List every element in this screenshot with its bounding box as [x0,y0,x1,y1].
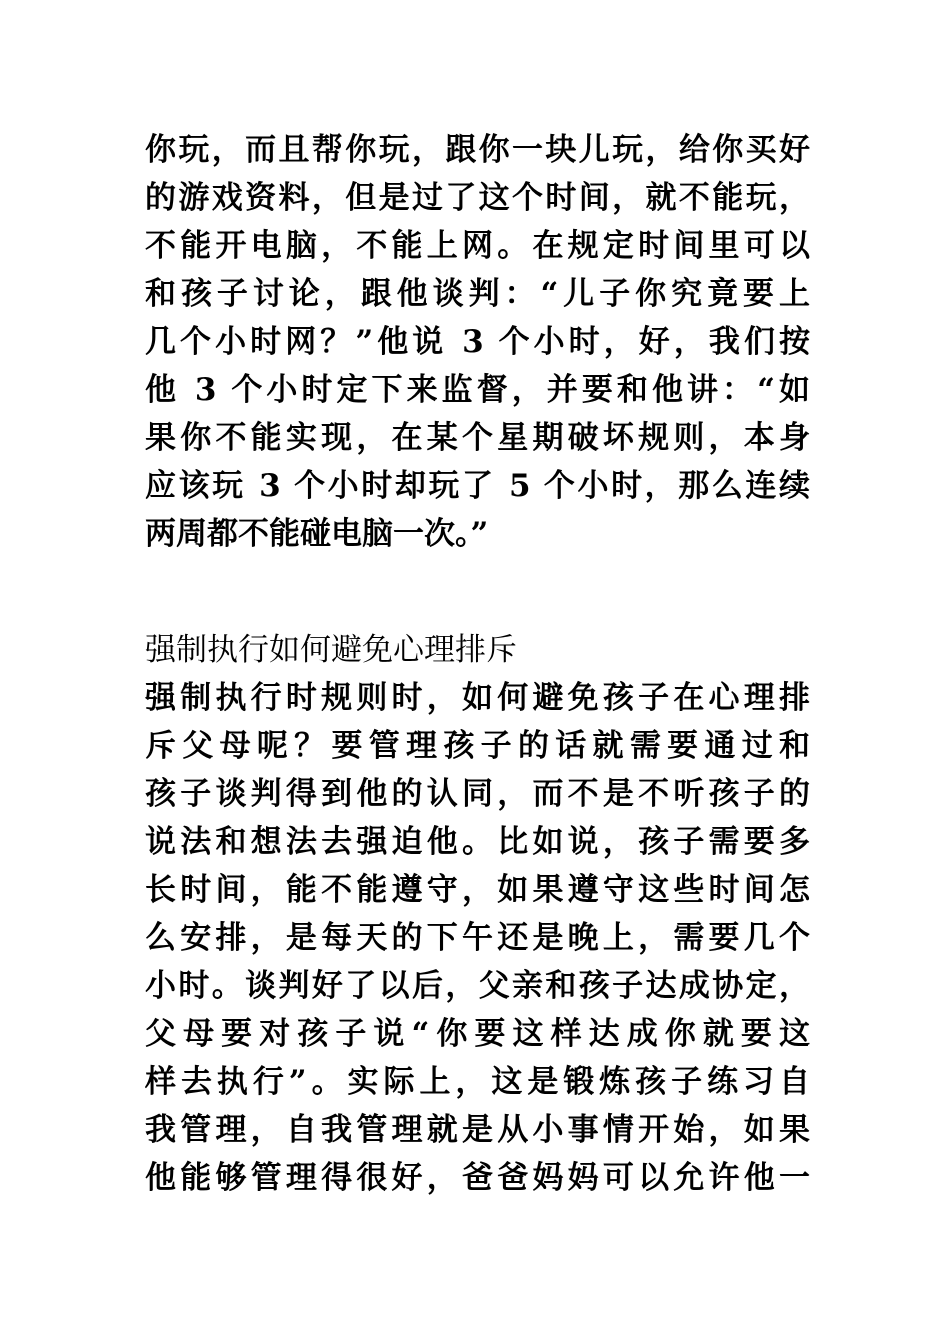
paragraph-line: 和孩子讨论，跟他谈判：“儿子你究竟要上 [145,276,810,312]
paragraph-line: 果你不能实现，在某个星期破坏规则，本身 [145,420,810,456]
paragraph-line: 两周都不能碰电脑一次。” [145,516,489,552]
paragraph-line: 样去执行”。实际上，这是锻炼孩子练习自 [145,1064,810,1100]
paragraph-line: 的游戏资料，但是过了这个时间，就不能玩， [145,180,810,216]
paragraph-line: 你玩，而且帮你玩，跟你一块儿玩，给你买好 [145,132,810,168]
paragraph-2 [145,674,810,1202]
paragraph-line: 长时间，能不能遵守，如果遵守这些时间怎 [145,872,810,908]
paragraph-line: 不能开电脑，不能上网。在规定时间里可以 [145,228,810,264]
paragraph-line: 他能够管理得很好，爸爸妈妈可以允许他一 [145,1160,810,1196]
paragraph-line: 强制执行时规则时，如何避免孩子在心理排 [145,680,810,716]
paragraph-line: 父母要对孩子说“你要这样达成你就要这 [145,1016,810,1052]
paragraph-line: 孩子谈判得到他的认同，而不是不听孩子的 [145,776,810,812]
section-heading: 强制执行如何避免心理排斥 [145,632,517,668]
paragraph-line: 我管理，自我管理就是从小事情开始，如果 [145,1112,810,1148]
paragraph-line: 小时。谈判好了以后，父亲和孩子达成协定， [145,968,810,1004]
paragraph-line: 说法和想法去强迫他。比如说，孩子需要多 [145,824,810,860]
paragraph-line: 么安排，是每天的下午还是晚上，需要几个 [145,920,810,956]
paragraph-line: 应该玩 3 个小时却玩了 5 个小时，那么连续 [145,468,810,504]
paragraph-line: 斥父母呢？要管理孩子的话就需要通过和 [145,728,810,764]
paragraph-line: 他 3 个小时定下来监督，并要和他讲：“如 [145,372,810,408]
paragraph-1 [145,126,810,558]
paragraph-line: 几个小时网？”他说 3 个小时，好，我们按 [145,324,810,360]
